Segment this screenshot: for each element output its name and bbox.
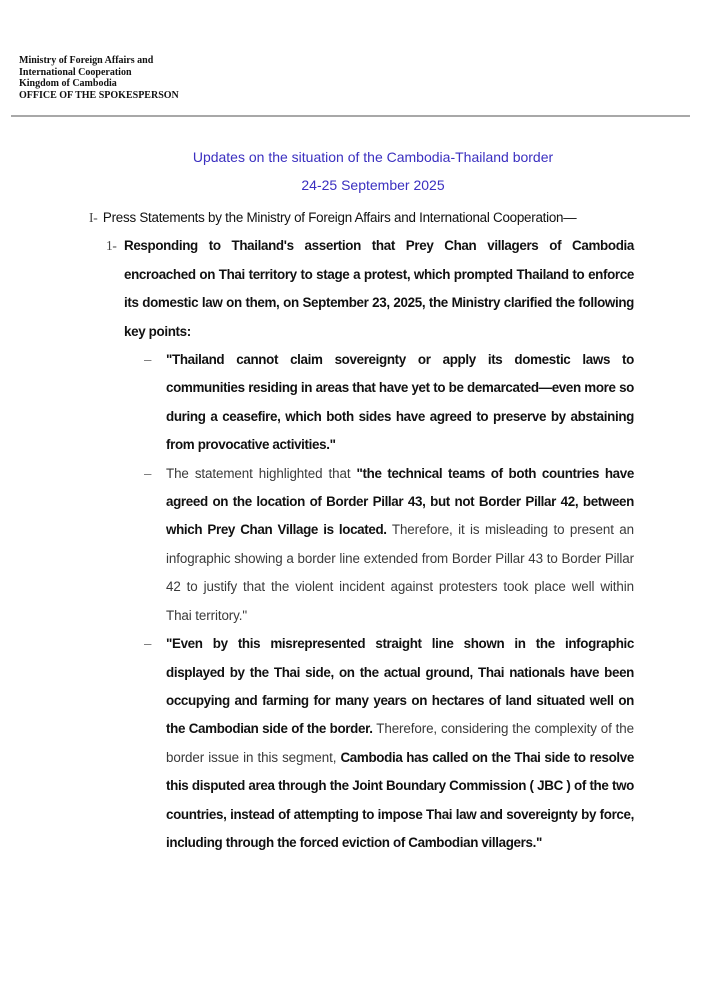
key-point-emphasis: "Even by this misrepresented straight line shown in the infographic displayed by the Thai side, on the actual ground, Thai nationals have been occupying and farming for many years on hectares of land situated well on the Cambodian side of the border. <box>166 636 634 737</box>
title-line: Updates on the situation of the Cambodia-Thailand border <box>192 149 554 165</box>
letterhead-kingdom: Kingdom of Cambodia <box>19 78 117 89</box>
key-points-list <box>0 346 706 857</box>
section-number: I- <box>89 210 98 225</box>
letterhead-ministry: Ministry of Foreign Affairs and <box>19 55 154 66</box>
section-heading <box>0 204 706 232</box>
title-date: 24-25 September 2025 <box>301 177 445 193</box>
key-point-emphasis: "the technical teams of both countries have agreed on the location of Border Pillar 43, but not Border Pillar 42, between which Prey Chan Village is located. <box>166 465 634 538</box>
item-text: Responding to Thailand's assertion that Prey Chan villagers of Cambodia encroached on Thai territory to stage a protest, which prompted Thailand to enforce its domestic law on them, on September 23, 2025, the Ministry clarified the following key points: <box>124 238 634 339</box>
key-point-text: Therefore, it is misleading to present an infographic showing a border line extended from Border Pillar 43 to Border Pillar 42 to justify that the violent incident against protesters took place well within Thai territory." <box>166 522 634 623</box>
dash-bullet-icon: – <box>144 352 152 368</box>
key-point-text: The statement highlighted that <box>166 465 357 481</box>
document-title <box>0 143 706 199</box>
letterhead-cooperation: International Cooperation <box>19 66 132 78</box>
header-divider <box>11 115 690 117</box>
numbered-item <box>0 232 634 346</box>
key-point-text: Therefore, considering the complexity of the border issue in this segment, <box>166 721 634 765</box>
letterhead-office: OFFICE OF THE SPOKESPERSON <box>19 89 179 101</box>
key-point <box>0 460 634 630</box>
key-point <box>0 630 634 857</box>
key-point-emphasis: Cambodia has called on the Thai side to resolve this disputed area through the Joint Boundary Commission ( JBC ) of the two countries, instead of attempting to impose Thai law and sovereignty by force, including through the forced eviction of Cambodian villagers." <box>166 749 634 850</box>
section-heading-text: Press Statements by the Ministry of Foreign Affairs and International Cooperation— <box>102 210 577 225</box>
document-body <box>0 204 706 857</box>
key-point <box>0 346 634 460</box>
letterhead <box>19 55 179 101</box>
item-number: 1- <box>106 238 117 254</box>
dash-bullet-icon: – <box>144 465 152 481</box>
key-point-text: "Thailand cannot claim sovereignty or apply its domestic laws to communities residing in areas that have yet to be demarcated—even more so during a ceasefire, which both sides have agreed to preserve by abstaining from provocative activities." <box>166 352 634 453</box>
dash-bullet-icon: – <box>144 636 152 652</box>
